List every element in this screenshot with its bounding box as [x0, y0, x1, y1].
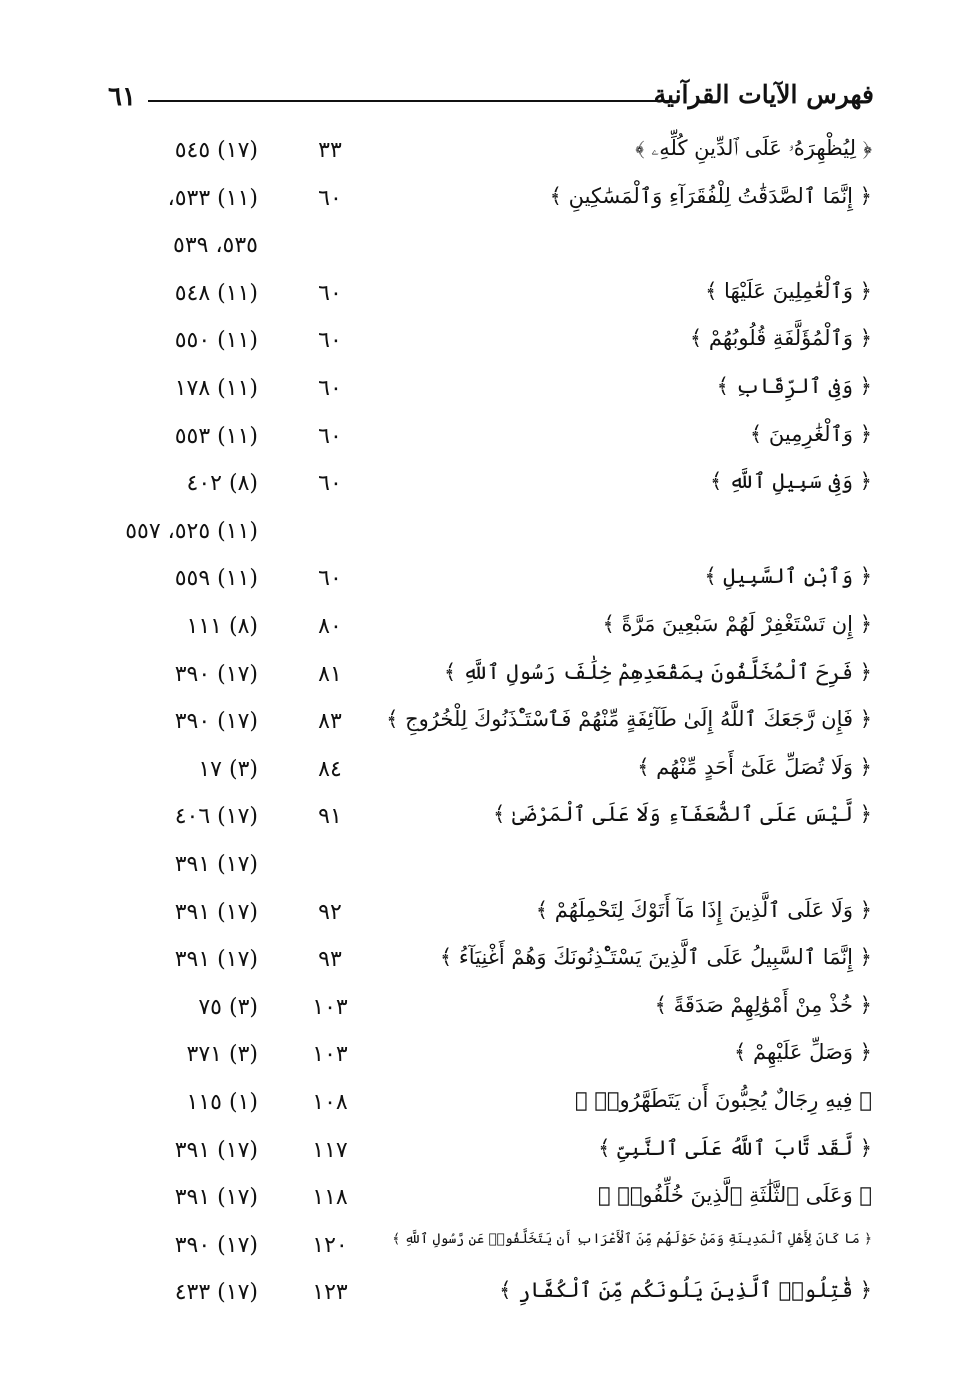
volume-page-reference: (١١) ٥٥٩ [174, 566, 258, 592]
index-row [0, 1034, 956, 1081]
volume-page-reference: (٨) ١١١ [186, 614, 258, 639]
ayah-number: ١١٨ [312, 1185, 348, 1211]
verse-text: ﴿ وَصَلِّ عَلَيْهِمْ ﴾ [734, 1040, 872, 1065]
index-row [0, 225, 956, 272]
ayah-number: ١١٧ [312, 1137, 348, 1163]
ayah-number: ٦٠ [318, 423, 342, 449]
verse-text: ﴿ وَلَا عَلَى ٱلَّذِينَ إِذَا مَآ أَتَوْكَ لِتَحْمِلَهُمْ ﴾ [535, 897, 872, 922]
volume-page-reference: (١٧) ٣٩٠ [174, 1232, 258, 1258]
verse-text: ﴿ لِيُظْهِرَهُۥ عَلَى ٱلدِّينِ كُلِّهِۦ ﴾ [635, 136, 872, 160]
page-title: فهرس الآيات القرآنية [653, 80, 874, 109]
ayah-number: ١٠٣ [312, 994, 348, 1020]
ayah-number: ٩١ [318, 804, 342, 830]
volume-page-reference: (١٧) ٤٣٣ [174, 1280, 258, 1306]
volume-page-reference: (١٧) ٤٠٦ [174, 804, 258, 830]
ayah-number: ٦٠ [318, 471, 342, 497]
index-row [0, 892, 956, 939]
volume-page-reference: ٥٣٥، ٥٣٩ [173, 233, 258, 259]
verse-text: ﴿ وَٱلْمُؤَلَّفَةِ قُلُوبُهُمْ ﴾ [689, 326, 872, 351]
verse-text: ﴿ قَٰتِلُوا۟ ٱلَّذِينَ يَلُونَكُم مِّنَ ٱلْكُفَّارِ ﴾ [499, 1278, 872, 1303]
ayah-number: ٦٠ [318, 280, 342, 306]
index-row [0, 178, 956, 225]
volume-page-reference: (١٧) ٣٩١ [174, 899, 258, 925]
index-row [0, 1082, 956, 1129]
verse-text: ﴿ إِن تَسْتَغْفِرْ لَهُمْ سَبْعِينَ مَرَّةً ﴾ [602, 612, 872, 636]
volume-page-reference: (١١) ٥٥٠ [174, 328, 258, 354]
verse-text: ﴿ وَفِى ٱلرِّقَابِ ﴾ [716, 374, 872, 398]
index-row [0, 1130, 956, 1177]
index-row [0, 606, 956, 653]
volume-page-reference: (١١) ٥٥٣ [174, 423, 258, 449]
verse-text: ﴿ وَٱبْنِ ٱلسَّبِيلِ ﴾ [704, 564, 872, 589]
volume-page-reference: (٣) ٧٥ [198, 994, 258, 1020]
ayah-number: ٦٠ [318, 185, 342, 211]
verse-text: ﴿ خُذْ مِنْ أَمْوَٰلِهِمْ صَدَقَةً ﴾ [654, 992, 872, 1017]
volume-page-reference: (١) ١١٥ [186, 1090, 258, 1115]
index-row [0, 463, 956, 510]
verse-text: ﴿ لَّقَد تَّابَ ٱللَّهُ عَلَى ٱلنَّبِىِّ ﴾ [598, 1135, 872, 1160]
ayah-number: ٩٣ [318, 947, 342, 973]
verse-text: ﴿ فِيهِ رِجَالٌ يُحِبُّونَ أَن يَتَطَهَّرُوا۟ ﴾ [575, 1088, 872, 1112]
ayah-number: ٦٠ [318, 566, 342, 592]
index-row [0, 320, 956, 367]
volume-page-reference: (١٧) ٣٩٠ [174, 709, 258, 735]
index-row [0, 368, 956, 415]
verse-text: ﴿ فَرِحَ ٱلْمُخَلَّفُونَ بِمَقْعَدِهِمْ خِلَٰفَ رَسُولِ ٱللَّهِ ﴾ [443, 659, 872, 684]
verse-text: ﴿ إِنَّمَا ٱلسَّبِيلُ عَلَى ٱلَّذِينَ يَسْتَـْٔذِنُونَكَ وَهُمْ أَغْنِيَآءُ ﴾ [439, 945, 872, 970]
volume-page-reference: (١١) ١٧٨ [174, 376, 258, 401]
index-row [0, 1272, 956, 1319]
index-row [0, 416, 956, 463]
page-header [100, 78, 880, 118]
ayah-number: ١٠٣ [312, 1042, 348, 1068]
volume-page-reference: (١١) ٥٢٥، ٥٥٧ [125, 518, 258, 544]
index-row [0, 939, 956, 986]
ayah-number: ٨١ [318, 661, 342, 687]
index-row [0, 1177, 956, 1224]
ayah-number: ٩٢ [318, 899, 342, 925]
header-rule [148, 100, 670, 102]
verse-text: ﴿ وَعَلَى ٱلثَّلَٰثَةِ ٱلَّذِينَ خُلِّفُوا۟ ﴾ [597, 1183, 872, 1208]
volume-page-reference: (١٧) ٣٩١ [174, 852, 258, 877]
verse-text: ﴿ وَٱلْعَٰمِلِينَ عَلَيْهَا ﴾ [705, 278, 872, 303]
index-row [0, 558, 956, 605]
verse-text: ﴿ وَلَا تُصَلِّ عَلَىٰٓ أَحَدٍ مِّنْهُم ﴾ [637, 754, 872, 779]
index-row [0, 511, 956, 558]
volume-page-reference: (١٧) ٥٤٥ [174, 138, 258, 163]
volume-page-reference: (٣) ١٧ [198, 756, 258, 782]
ayah-number: ٣٣ [318, 138, 342, 163]
verse-text: ﴿ وَٱلْغَٰرِمِينَ ﴾ [749, 421, 872, 446]
volume-page-reference: (١٧) ٣٩١ [174, 1185, 258, 1211]
ayah-number: ١٠٨ [312, 1090, 348, 1115]
verse-text: ﴿ لَّيْسَ عَلَى ٱلضُّعَفَآءِ وَلَا عَلَى ٱلْمَرْضَىٰ ﴾ [493, 802, 872, 827]
volume-page-reference: (١١) ٥٤٨ [174, 280, 258, 306]
ayah-number: ٨٣ [318, 709, 342, 735]
index-row [0, 654, 956, 701]
page-number: ٦١ [108, 82, 136, 112]
verse-text: ﴿ إِنَّمَا ٱلصَّدَقَٰتُ لِلْفُقَرَآءِ وَٱلْمَسَٰكِينِ ﴾ [549, 183, 872, 208]
verse-text: ﴿ مَا كَانَ لِأَهْلِ ٱلْمَدِينَةِ وَمَنْ حَوْلَهُم مِّنَ ٱلْأَعْرَابِ أَن يَتَخَلَّفُوا۟ عَن رَّسُولِ ٱللَّهِ ﴾ [392, 1230, 872, 1247]
index-row [0, 701, 956, 748]
verse-text: ﴿ فَإِن رَّجَعَكَ ٱللَّهُ إِلَىٰ طَآئِفَةٍ مِّنْهُمْ فَٱسْتَـْٔذَنُوكَ لِلْخُرُوجِ ﴾ [386, 707, 872, 732]
volume-page-reference: (١٧) ٣٩١ [174, 1137, 258, 1163]
ayah-number: ٨٤ [318, 756, 342, 782]
verse-text: ﴿ وَفِى سَبِيلِ ٱللَّهِ ﴾ [709, 469, 872, 494]
index-row [0, 987, 956, 1034]
index-row [0, 273, 956, 320]
index-row [0, 796, 956, 843]
ayah-number: ٨٠ [318, 614, 342, 639]
index-row [0, 1225, 956, 1272]
volume-page-reference: (٨) ٤٠٢ [186, 471, 258, 497]
volume-page-reference: (١٧) ٣٩١ [174, 947, 258, 973]
volume-page-reference: (١١) ٥٣٣، [167, 185, 258, 211]
ayah-number: ٦٠ [318, 376, 342, 401]
ayah-number: ١٢٣ [312, 1280, 348, 1306]
volume-page-reference: (٣) ٣٧١ [186, 1042, 258, 1068]
ayah-number: ١٢٠ [312, 1232, 348, 1258]
index-row [0, 130, 956, 177]
index-row [0, 749, 956, 796]
index-row [0, 844, 956, 891]
ayah-number: ٦٠ [318, 328, 342, 354]
volume-page-reference: (١٧) ٣٩٠ [174, 661, 258, 687]
